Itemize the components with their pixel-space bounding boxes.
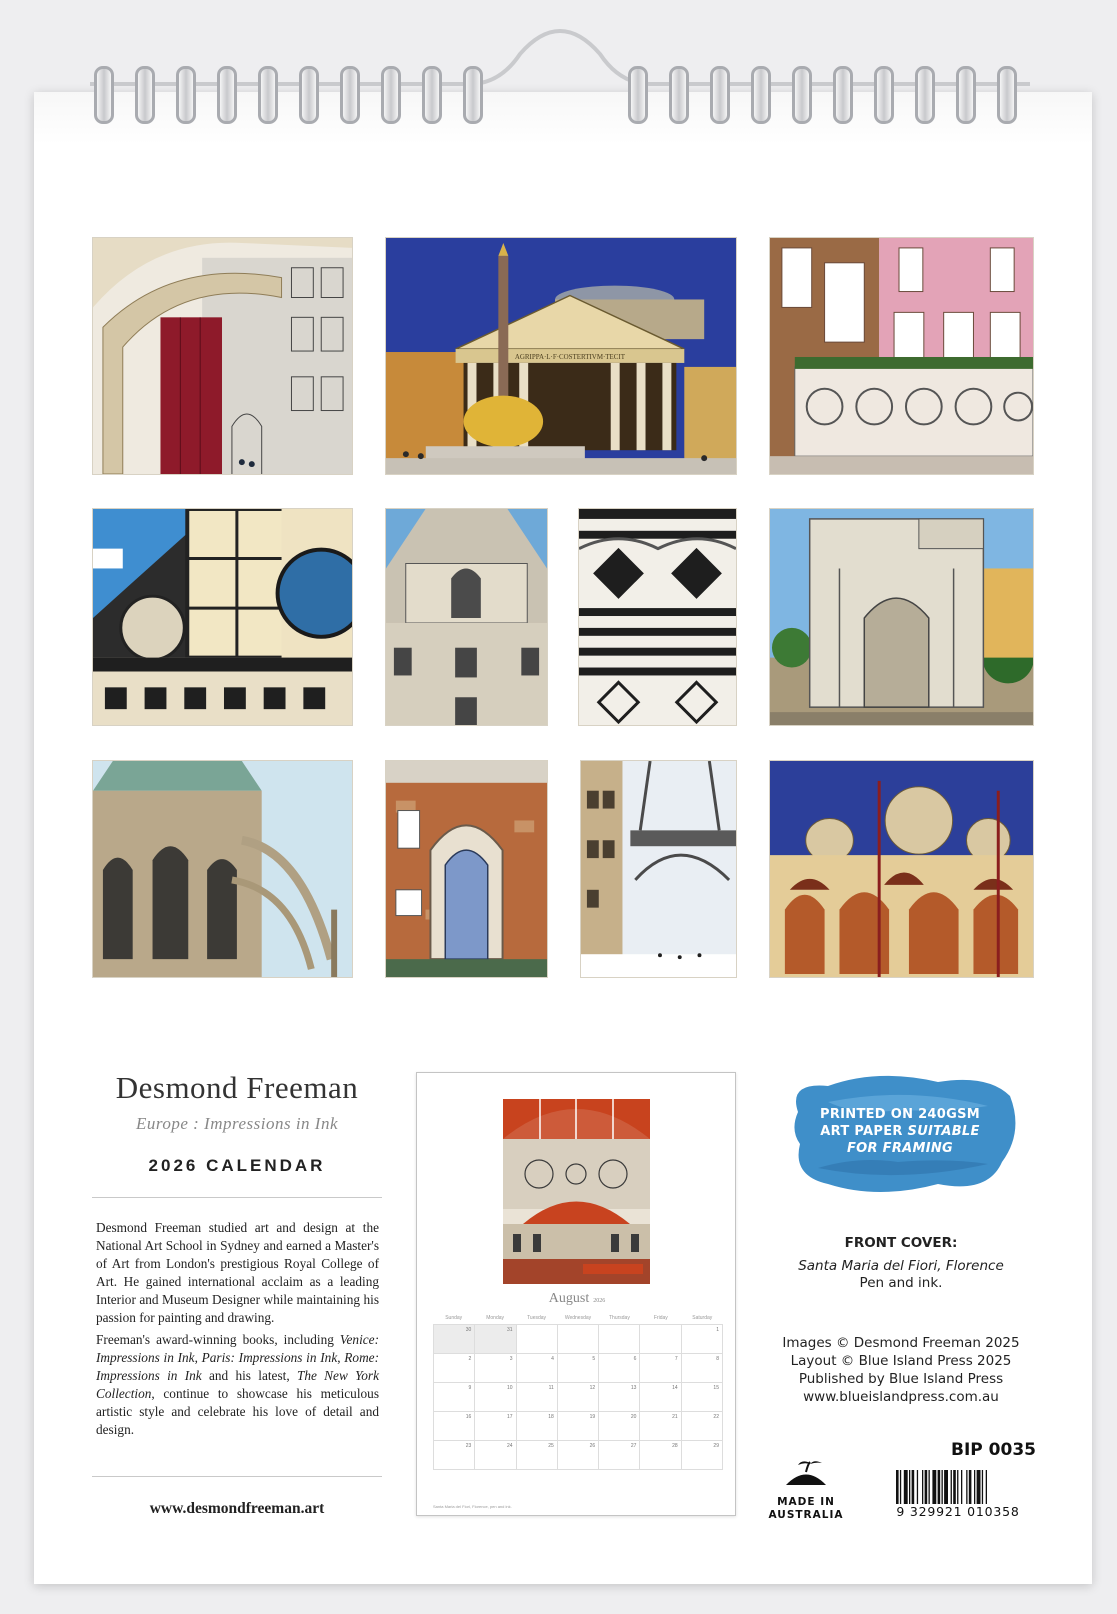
barcode-bar xyxy=(942,1470,943,1504)
date-cell xyxy=(599,1325,640,1354)
date-cell: 9 xyxy=(434,1383,475,1412)
date-cell: 15 xyxy=(682,1383,723,1412)
binding-coil xyxy=(340,66,360,124)
binding-coil xyxy=(792,66,812,124)
date-cell: 28 xyxy=(640,1441,681,1470)
day-of-week-label: Monday xyxy=(486,1315,505,1321)
date-cell xyxy=(517,1325,558,1354)
made-in-label: MADE IN AUSTRALIA xyxy=(768,1496,844,1521)
date-cell: 30 xyxy=(434,1325,475,1354)
artwork-striped-marble xyxy=(578,508,737,726)
barcode-bar xyxy=(904,1470,908,1504)
date-cell: 1 xyxy=(682,1325,723,1354)
front-cover-label: FRONT COVER: xyxy=(844,1235,958,1251)
mini-calendar-grid xyxy=(433,1315,723,1470)
publisher-credits xyxy=(760,1334,1042,1406)
barcode-bar xyxy=(982,1470,983,1504)
barcode-bar xyxy=(917,1470,918,1504)
day-of-week-label: Saturday xyxy=(692,1315,713,1321)
calendar-page-preview xyxy=(416,1072,736,1516)
barcode-icon xyxy=(896,1470,1036,1504)
preview-caption: Santa Maria del Fiori, Florence, pen and ink. xyxy=(433,1504,512,1509)
date-cell: 18 xyxy=(517,1412,558,1441)
paper-quality-text: PRINTED ON 240GSM ART PAPER SUITABLE FOR FRAMING xyxy=(820,1107,980,1156)
date-cell: 29 xyxy=(682,1441,723,1470)
preview-month-label: August 2026 xyxy=(548,1291,606,1306)
date-cell: 31 xyxy=(475,1325,516,1354)
artwork-rose-window-facade xyxy=(92,508,353,726)
day-of-week-label: Thursday xyxy=(609,1315,630,1321)
binding-coil xyxy=(381,66,401,124)
barcode-bar xyxy=(986,1470,987,1504)
artwork-arch-of-titus xyxy=(769,508,1034,726)
book-title: Rome: Impressions in Ink xyxy=(96,1350,379,1383)
date-cell xyxy=(640,1325,681,1354)
barcode-bar xyxy=(974,1470,975,1504)
date-cell: 2 xyxy=(434,1354,475,1383)
bio-paragraph-1: Desmond Freeman studied art and design at the National Art School in Sydney and earned a Master's of Art from London's prestigious Royal College of Art. He gained international acclaim as a leading Interior and Museum Designer while maintaining his passion for painting and drawing. xyxy=(96,1220,379,1325)
barcode-bar xyxy=(944,1470,948,1504)
binding-coil xyxy=(628,66,648,124)
day-of-week-label: Tuesday xyxy=(527,1315,547,1321)
layout-credit: Layout © Blue Island Press 2025 xyxy=(790,1353,1012,1369)
svg-text:AGRIPPA·L·F·COSTERTIVM·TECIT: AGRIPPA·L·F·COSTERTIVM·TECIT xyxy=(514,352,626,361)
binding-coil xyxy=(833,66,853,124)
day-of-week-label: Sunday xyxy=(445,1315,463,1321)
date-cell: 23 xyxy=(434,1441,475,1470)
binding-coil xyxy=(710,66,730,124)
date-cell: 10 xyxy=(475,1383,516,1412)
artist-name: Desmond Freeman xyxy=(115,1070,359,1105)
binding-coil xyxy=(135,66,155,124)
barcode-bar xyxy=(925,1470,928,1504)
barcode-bar xyxy=(932,1470,936,1504)
binding-coil xyxy=(94,66,114,124)
binding-coil xyxy=(422,66,442,124)
artwork-gothic-archway xyxy=(92,237,353,475)
barcode-bar xyxy=(951,1470,952,1504)
binding-coil xyxy=(463,66,483,124)
artwork-flying-buttresses xyxy=(92,760,353,978)
date-cell: 17 xyxy=(475,1412,516,1441)
barcode-bar xyxy=(957,1470,958,1504)
barcode-bar xyxy=(896,1470,899,1504)
barcode-bar xyxy=(966,1470,967,1504)
binding-coil xyxy=(669,66,689,124)
binding-coil xyxy=(751,66,771,124)
calendar-subtitle: Europe : Impressions in Ink xyxy=(135,1114,339,1133)
date-cell: 8 xyxy=(682,1354,723,1383)
date-cell xyxy=(558,1325,599,1354)
barcode-bar xyxy=(922,1470,923,1504)
artwork-louvre-pavilion xyxy=(385,508,548,726)
date-cell: 22 xyxy=(682,1412,723,1441)
barcode-bar xyxy=(909,1470,910,1504)
barcode-bar xyxy=(929,1470,930,1504)
binding-coil xyxy=(874,66,894,124)
divider-top xyxy=(92,1197,382,1198)
date-cell: 13 xyxy=(599,1383,640,1412)
artwork-st-marks-basilica xyxy=(769,760,1034,978)
book-title: Paris: Impressions in Ink xyxy=(201,1350,338,1365)
bio-paragraph-2: Freeman's award-winning books, including Venice: Impressions in Ink, Paris: Impressions in Ink, Rome: Impressions in Ink and his latest, The New York Collection, continue to showcase his meticulous artistic style and celebrate his love of detail and design. xyxy=(96,1332,379,1437)
front-cover-medium: Pen and ink. xyxy=(859,1275,943,1291)
date-cell: 12 xyxy=(558,1383,599,1412)
date-cell: 21 xyxy=(640,1412,681,1441)
date-cell: 16 xyxy=(434,1412,475,1441)
binding-coil xyxy=(258,66,278,124)
artwork-venetian-balcony xyxy=(769,237,1034,475)
artist-bio xyxy=(96,1219,379,1443)
date-cell: 4 xyxy=(517,1354,558,1383)
day-of-week-label: Friday xyxy=(653,1315,668,1321)
binding-coil xyxy=(915,66,935,124)
divider-bottom xyxy=(92,1476,382,1477)
date-grid xyxy=(433,1324,723,1470)
island-palm-icon xyxy=(784,1460,828,1486)
barcode-bar xyxy=(961,1470,962,1504)
date-cell: 20 xyxy=(599,1412,640,1441)
images-credit: Images © Desmond Freeman 2025 xyxy=(782,1335,1020,1351)
date-cell: 19 xyxy=(558,1412,599,1441)
binding-coil xyxy=(956,66,976,124)
book-title: Venice: Impressions in Ink xyxy=(96,1332,379,1365)
date-cell: 25 xyxy=(517,1441,558,1470)
date-cell: 7 xyxy=(640,1354,681,1383)
barcode-bar xyxy=(977,1470,981,1504)
preview-artwork-florence-duomo xyxy=(503,1099,650,1284)
date-cell: 6 xyxy=(599,1354,640,1383)
day-of-week-label: Wednesday xyxy=(564,1315,592,1321)
date-cell: 26 xyxy=(558,1441,599,1470)
barcode-bar xyxy=(900,1470,901,1504)
artwork-eiffel-tower-winter xyxy=(580,760,737,978)
day-of-week-header xyxy=(433,1315,723,1321)
date-cell: 3 xyxy=(475,1354,516,1383)
publisher-credit: Published by Blue Island Press xyxy=(798,1371,1004,1387)
date-cell: 11 xyxy=(517,1383,558,1412)
binding-coil xyxy=(217,66,237,124)
product-code: BIP 0035 xyxy=(951,1440,1036,1460)
barcode-bar xyxy=(953,1470,956,1504)
barcode-bar xyxy=(969,1470,972,1504)
date-cell: 14 xyxy=(640,1383,681,1412)
date-cell: 24 xyxy=(475,1441,516,1470)
front-cover-title: Santa Maria del Fiori, Florence xyxy=(798,1258,1004,1274)
artist-website-link[interactable]: www.desmondfreeman.art xyxy=(149,1500,325,1517)
publisher-website-link[interactable]: www.blueislandpress.com.au xyxy=(803,1389,999,1405)
barcode-bar xyxy=(938,1470,941,1504)
date-cell: 5 xyxy=(558,1354,599,1383)
barcode-number: 9 329921 010358 xyxy=(896,1504,1020,1519)
artwork-blue-gothic-door xyxy=(385,760,548,978)
binding-coil xyxy=(997,66,1017,124)
binding-coil xyxy=(299,66,319,124)
barcode-bar xyxy=(912,1470,915,1504)
date-cell: 27 xyxy=(599,1441,640,1470)
book-title: The New York Collection xyxy=(96,1368,379,1401)
binding-coil xyxy=(176,66,196,124)
artwork-pantheon-rome xyxy=(385,237,737,475)
calendar-title: 2026 CALENDAR xyxy=(148,1156,326,1175)
